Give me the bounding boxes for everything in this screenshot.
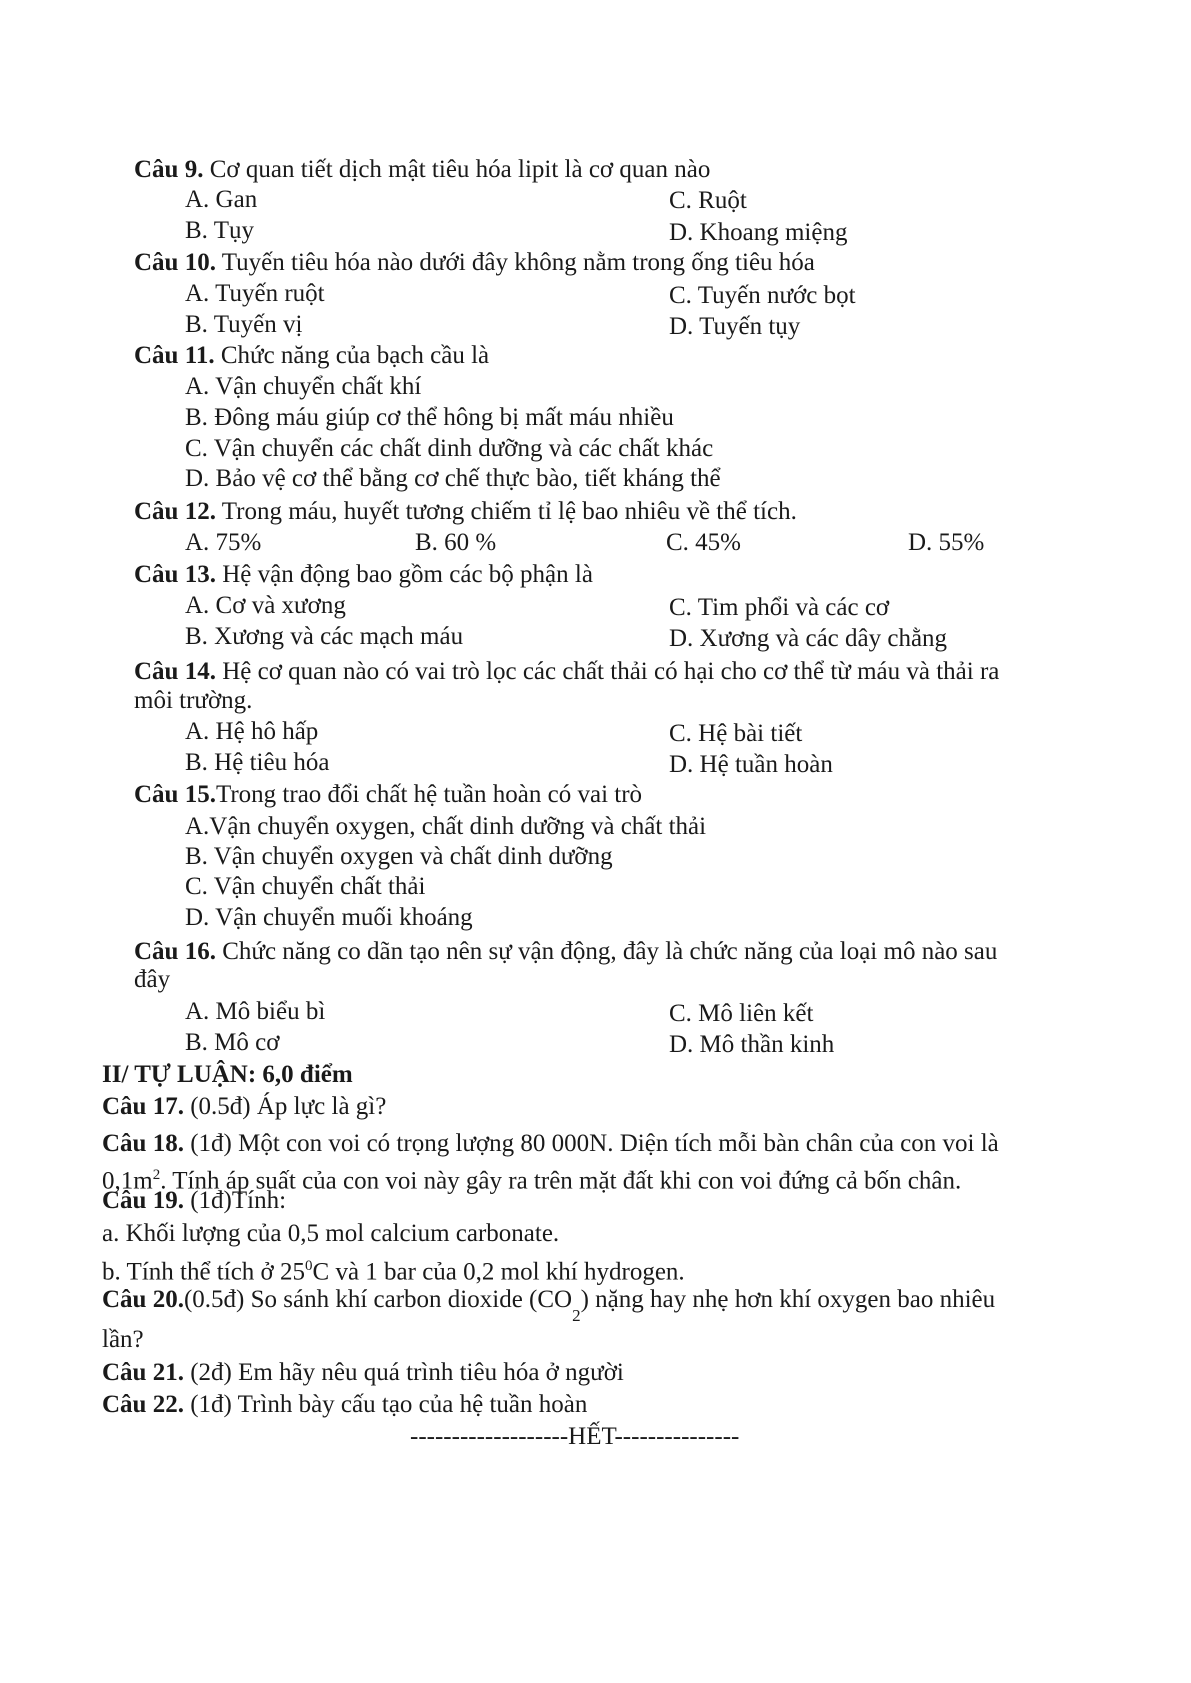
q20-subscript: 2 [572,1306,581,1325]
q15-label: Câu 15. [134,781,216,808]
q11-question [134,341,489,371]
q12-option-d: D. 55% [908,529,985,556]
q19-part-b-text: b. Tính thể tích ở 25 [102,1258,306,1286]
q14-question [134,657,999,687]
q12-text: Trong máu, huyết tương chiếm tỉ lệ bao nhiêu về thể tích. [215,498,797,525]
q12-question [134,497,797,527]
q13-label: Câu 13. [134,561,216,588]
q20-text-continued: lần? [102,1326,144,1353]
q18-text: (1đ) Một con voi có trọng lượng 80 000N. Diện tích mỗi bàn chân của con voi là [183,1130,999,1157]
q15-question [134,780,642,810]
q9-option-d: D. Khoang miệng [669,219,848,246]
q13-text: Hệ vận động bao gồm các bộ phận là [215,561,593,588]
q21-question [102,1358,624,1388]
q13-option-c: C. Tim phổi và các cơ [669,594,890,621]
q9-text: Cơ quan tiết dịch mật tiêu hóa lipit là cơ quan nào [203,156,711,183]
q16-text-continued: đây [134,966,171,993]
q10-text: Tuyến tiêu hóa nào dưới đây không nằm trong ống tiêu hóa [215,249,815,276]
q10-option-d: D. Tuyến tụy [669,313,801,340]
q16-option-d: D. Mô thần kinh [669,1031,835,1058]
q14-option-d: D. Hệ tuần hoàn [669,751,833,778]
q13-option-a: A. Cơ và xương [185,592,346,619]
q19-label: Câu 19. [102,1187,184,1214]
q16-option-c: C. Mô liên kết [669,1000,814,1027]
q14-label: Câu 14. [134,658,216,685]
q10-question [134,248,815,278]
q11-option-a: A. Vận chuyển chất khí [185,373,422,400]
q20-label: Câu 20. [102,1286,184,1313]
q9-option-a: A. Gan [185,186,258,213]
q17-label: Câu 17. [102,1093,184,1120]
q10-label: Câu 10. [134,249,216,276]
q9-label: Câu 9. [134,156,204,183]
q15-option-d: D. Vận chuyển muối khoáng [185,904,473,931]
q14-option-a: A. Hệ hô hấp [185,718,319,745]
q15-option-a: A.Vận chuyển oxygen, chất dinh dưỡng và chất thải [185,813,707,840]
q16-option-a: A. Mô biểu bì [185,998,326,1025]
q21-label: Câu 21. [102,1359,184,1386]
q20-text-rest: ) nặng hay nhẹ hơn khí oxygen bao nhiêu [580,1286,996,1313]
section-heading: II/ TỰ LUẬN: 6,0 điểm [102,1061,353,1088]
q11-option-b: B. Đông máu giúp cơ thể hông bị mất máu nhiều [185,404,674,431]
q11-text: Chức năng của bạch cầu là [214,342,490,369]
q18-superscript: 2 [152,1167,161,1183]
q19-part-b-rest: C và 1 bar của 0,2 mol khí hydrogen. [312,1258,685,1286]
q13-option-d: D. Xương và các dây chằng [669,625,948,652]
q10-option-b: B. Tuyến vị [185,311,303,338]
q13-question [134,560,593,590]
q12-option-b: B. 60 % [415,529,497,556]
q18-question [102,1129,999,1159]
q15-option-b: B. Vận chuyển oxygen và chất dinh dưỡng [185,843,613,870]
q10-option-a: A. Tuyến ruột [185,280,325,307]
q12-option-c: C. 45% [666,529,741,556]
q13-option-b: B. Xương và các mạch máu [185,623,464,650]
q14-text-continued: môi trường. [134,687,253,714]
q10-option-c: C. Tuyến nước bọt [669,282,856,309]
q19-degree-sup: 0 [305,1258,313,1274]
q16-question [134,937,997,967]
q18-label: Câu 18. [102,1130,184,1157]
q19-part-b [102,1251,685,1287]
q19-question [102,1186,286,1216]
q15-option-c: C. Vận chuyển chất thải [185,873,426,900]
q16-option-b: B. Mô cơ [185,1029,280,1056]
q17-question [102,1092,386,1122]
q12-option-a: A. 75% [185,529,262,556]
q16-text: Chức năng co dãn tạo nên sự vận động, đây là chức năng của loại mô nào sau [215,938,998,965]
q19-text: (1đ)Tính: [183,1187,287,1214]
q9-option-c: C. Ruột [669,187,747,214]
q22-text: (1đ) Trình bày cấu tạo của hệ tuần hoàn [183,1391,588,1418]
q20-text: (0.5đ) So sánh khí carbon dioxide (CO [183,1286,573,1313]
q22-label: Câu 22. [102,1391,184,1418]
q11-option-d: D. Bảo vệ cơ thể bằng cơ chế thực bào, tiết kháng thể [185,465,721,492]
q12-label: Câu 12. [134,498,216,525]
q15-text: Trong trao đổi chất hệ tuần hoàn có vai trò [215,781,643,808]
q18-text-rest: . Tính áp suất của con voi này gây ra trên mặt đất khi con voi đứng cả bốn chân. [160,1167,962,1195]
q14-option-c: C. Hệ bài tiết [669,720,803,747]
q14-text: Hệ cơ quan nào có vai trò lọc các chất thải có hại cho cơ thể từ máu và thải ra [215,658,1000,685]
q16-label: Câu 16. [134,938,216,965]
q18-area-value: 0,1m [102,1167,153,1195]
q19-part-a: a. Khối lượng của 0,5 mol calcium carbonate. [102,1220,560,1247]
end-mark: -------------------HẾT--------------- [410,1423,740,1450]
q9-question [134,155,710,185]
q17-text: (0.5đ) Áp lực là gì? [183,1093,387,1120]
q20-question [102,1285,996,1325]
q14-option-b: B. Hệ tiêu hóa [185,749,330,776]
q9-option-b: B. Tụy [185,217,254,244]
q11-label: Câu 11. [134,342,215,369]
q11-option-c: C. Vận chuyển các chất dinh dưỡng và các chất khác [185,435,714,462]
q21-text: (2đ) Em hãy nêu quá trình tiêu hóa ở người [183,1359,624,1386]
q22-question [102,1390,587,1420]
